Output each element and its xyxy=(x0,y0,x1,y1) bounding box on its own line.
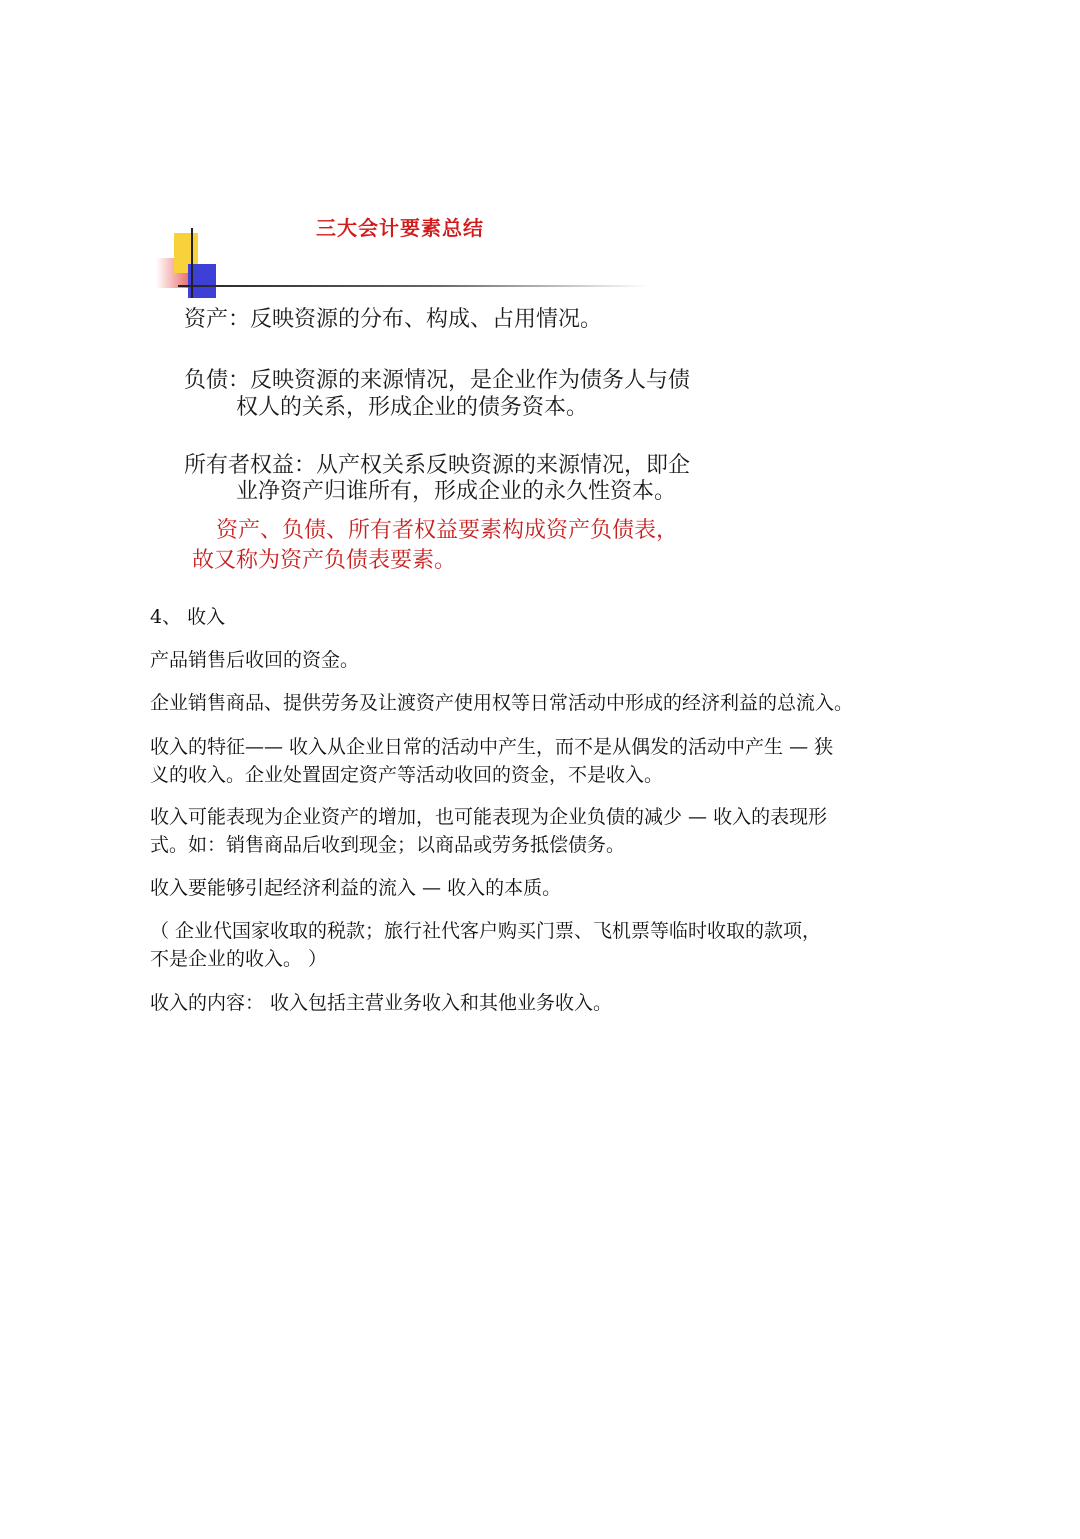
slide-title: 三大会计要素总结 xyxy=(316,216,484,240)
equity-definition-line2: 业净资产归谁所有，形成企业的永久性资本。 xyxy=(236,479,677,504)
paragraph-4-line1: 收入可能表现为企业资产的增加，也可能表现为企业负债的减少 — 收入的表现形 xyxy=(150,806,828,828)
vertical-rule xyxy=(191,228,193,298)
paragraph-2: 企业销售商品、提供劳务及让渡资产使用权等日常活动中形成的经济利益的总流入。 xyxy=(150,692,854,714)
paragraph-6-line2: 不是企业的收入。 ） xyxy=(150,948,328,970)
paragraph-4-line2: 式。如：销售商品后收到现金；以商品或劳务抵偿债务。 xyxy=(150,834,626,856)
balance-sheet-note-line1: 资产、负债、所有者权益要素构成资产负债表， xyxy=(216,518,679,543)
equity-definition-line1: 所有者权益：从产权关系反映资源的来源情况，即企 xyxy=(184,453,691,478)
section-heading: 4、 收入 xyxy=(150,606,226,628)
balance-sheet-note-line2: 故又称为资产负债表要素。 xyxy=(192,548,457,573)
paragraph-7: 收入的内容： 收入包括主营业务收入和其他业务收入。 xyxy=(150,992,613,1014)
paragraph-3-line2: 义的收入。企业处置固定资产等活动收回的资金，不是收入。 xyxy=(150,764,664,786)
paragraph-6-line1: （ 企业代国家收取的税款；旅行社代客户购买门票、飞机票等临时收取的款项， xyxy=(150,920,822,942)
paragraph-5: 收入要能够引起经济利益的流入 — 收入的本质。 xyxy=(150,877,562,899)
horizontal-rule xyxy=(178,285,648,287)
asset-definition: 资产：反映资源的分布、构成、占用情况。 xyxy=(184,307,603,332)
liability-definition-line2: 权人的关系，形成企业的债务资本。 xyxy=(236,395,589,420)
paragraph-3-line1: 收入的特征—— 收入从企业日常的活动中产生，而不是从偶发的活动中产生 — 狭 xyxy=(150,736,834,758)
paragraph-1: 产品销售后收回的资金。 xyxy=(150,649,360,671)
liability-definition-line1: 负债：反映资源的来源情况，是企业作为债务人与债 xyxy=(184,368,691,393)
